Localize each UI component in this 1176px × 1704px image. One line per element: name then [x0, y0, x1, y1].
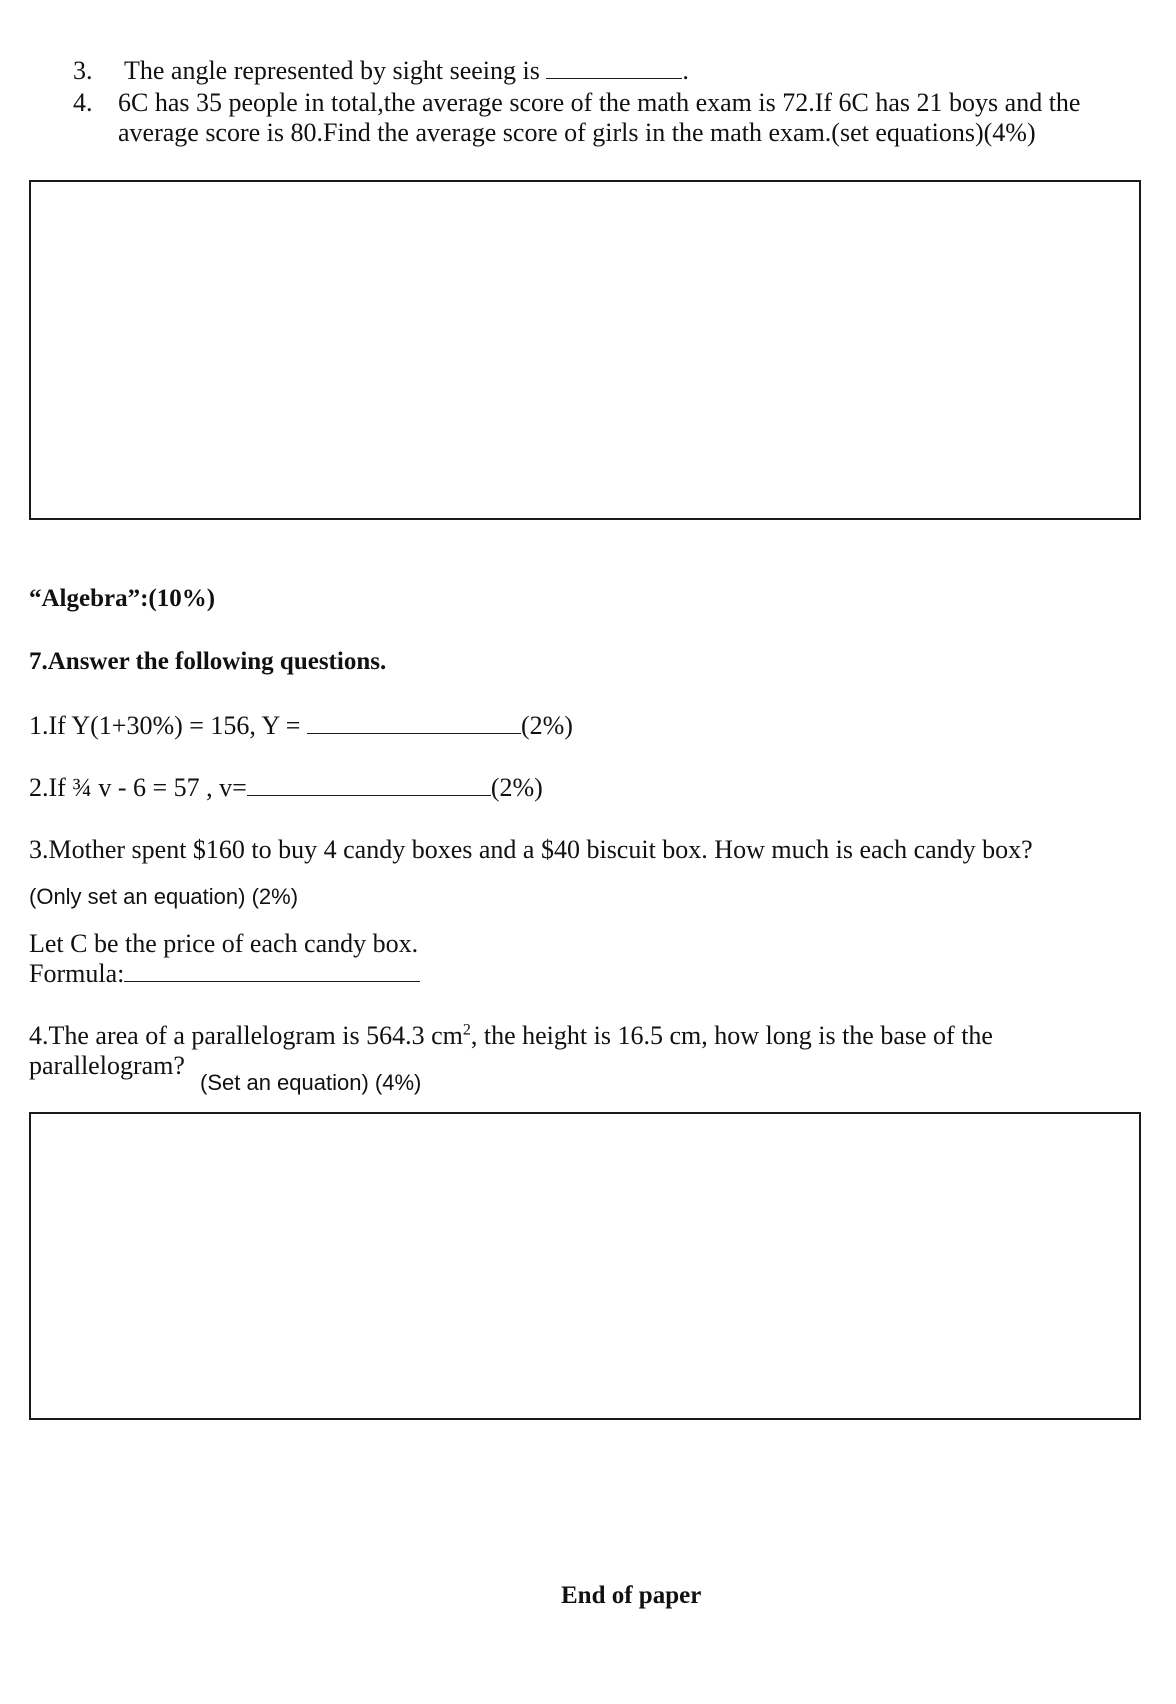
- question-3-text: The angle represented by sight seeing is: [124, 56, 540, 85]
- algebra-q4-note: (Set an equation) (4%): [200, 1070, 422, 1095]
- question-7-title: 7.Answer the following questions.: [29, 648, 387, 675]
- question-3-text-line: [124, 56, 689, 86]
- section-title-algebra: “Algebra”:(10%): [29, 585, 216, 612]
- question-3-number: 3.: [73, 56, 93, 85]
- algebra-q4-text-a: 4.The area of a parallelogram is 564.3 cm: [29, 1021, 463, 1050]
- question-3-period: .: [682, 56, 689, 85]
- question-4-line-1: 6C has 35 people in total,the average score of the math exam is 72.If 6C has 21 boys and the: [118, 88, 1081, 117]
- algebra-q1: [29, 711, 573, 741]
- algebra-q4-superscript: 2: [462, 1021, 471, 1039]
- algebra-q2-marks: (2%): [490, 773, 543, 802]
- algebra-q3-formula-label: Formula:: [29, 959, 125, 988]
- algebra-q3-formula-blank[interactable]: [124, 961, 420, 982]
- algebra-q3-let: Let C be the price of each candy box.: [29, 929, 419, 958]
- algebra-q1-text: 1.If Y(1+30%) = 156, Y =: [29, 711, 301, 740]
- question-4-line-2: average score is 80.Find the average score of girls in the math exam.(set equations)(4%): [118, 118, 1036, 147]
- algebra-q3-note: (Only set an equation) (2%): [29, 884, 299, 909]
- algebra-q2-answer-blank[interactable]: [247, 775, 491, 796]
- question-3-answer-blank[interactable]: [546, 58, 682, 79]
- algebra-q4-text-b: , the height is 16.5 cm, how long is the base of the: [470, 1021, 993, 1050]
- algebra-q1-marks: (2%): [520, 711, 573, 740]
- answer-box-algebra-q4[interactable]: [29, 1112, 1141, 1420]
- algebra-q3-formula: [29, 959, 420, 989]
- algebra-q2-text: 2.If ¾ v - 6 = 57 , v=: [29, 773, 247, 802]
- algebra-q1-answer-blank[interactable]: [307, 713, 521, 734]
- answer-box-question-4[interactable]: [29, 180, 1141, 520]
- algebra-q4-line-2: parallelogram?: [29, 1051, 185, 1080]
- question-3: [73, 56, 93, 86]
- algebra-q4-line-1: [29, 1021, 993, 1051]
- end-of-paper: End of paper: [561, 1582, 702, 1609]
- algebra-q2: [29, 773, 543, 803]
- algebra-q3-text: 3.Mother spent $160 to buy 4 candy boxes and a $40 biscuit box. How much is each candy box?: [29, 835, 1033, 864]
- question-4-number: 4.: [73, 88, 93, 117]
